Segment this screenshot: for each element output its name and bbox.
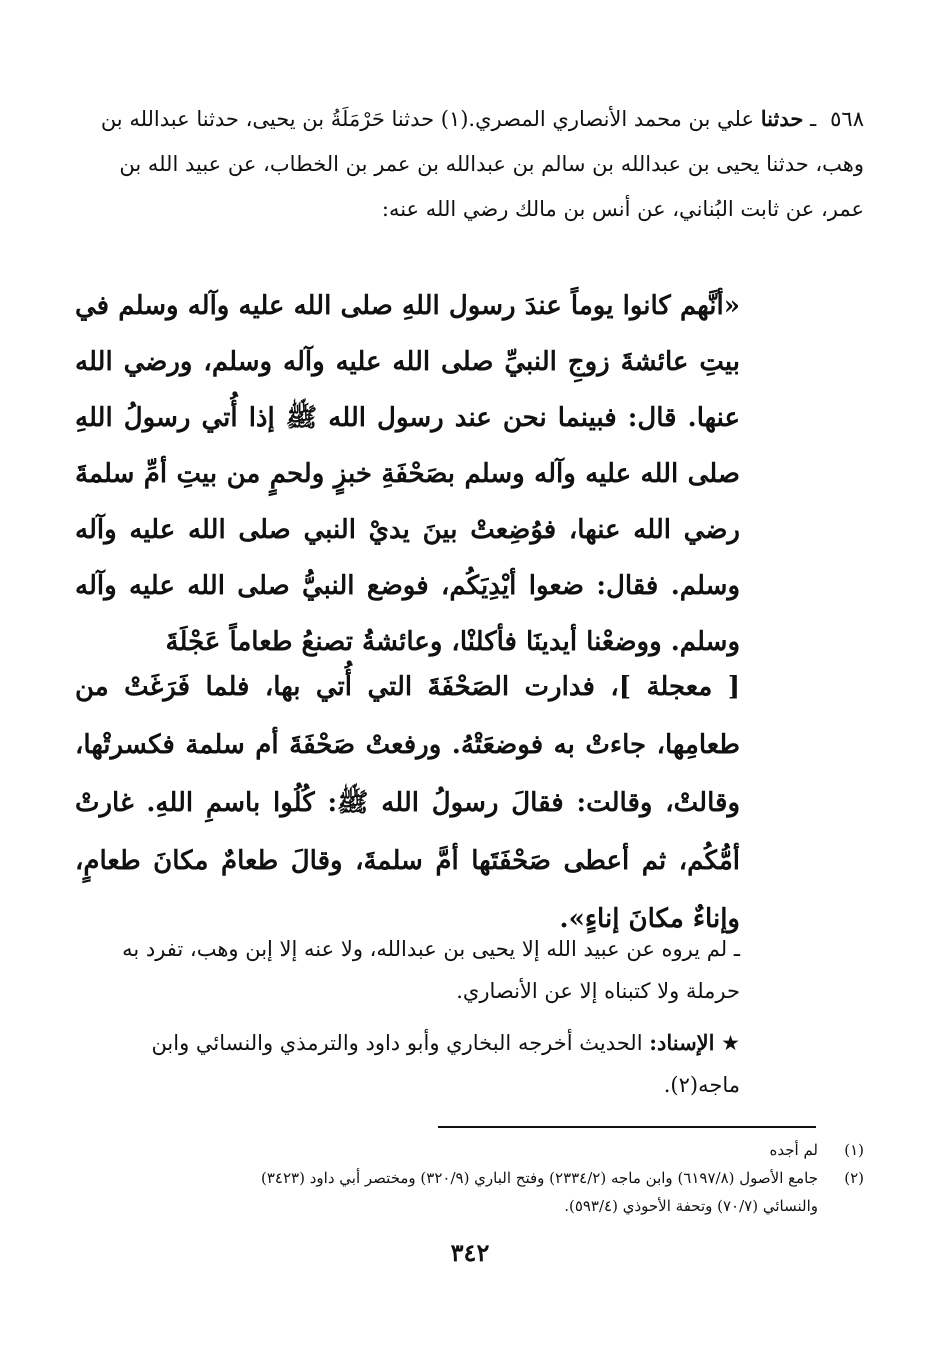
footnote-text: جامع الأصول (٦١٩٧/٨) وابن ماجه (٢٣٣٤/٢) وفتح الباري (٣٢٠/٩) ومختصر أبي داود (٣٤٢٣)	[261, 1169, 818, 1187]
footnotes	[74, 1136, 864, 1220]
narration-note: ـ لم يروه عن عبيد الله إلا يحيى بن عبدالله، ولا عنه إلا إبن وهب، تفرد به حرملة ولا كتبناه إلا عن الأنصاري.	[122, 937, 740, 1003]
matn-part-2: [ معجلة ]، فدارت الصَحْفَةَ التي أُتي بها، فلما فَرَغَتْ من طعامِها، جاءتْ به فوضعَتْهُ. ورفعتْ صَحْفَةَ أم سلمة فكسرتْها، وقالتْ، وقالت: فقالَ رسولُ الله ﷺ: كُلُوا باسمِ اللهِ. غارتْ أمُّكُم، ثم أعطى صَحْفَتَها أمَّ سلمةَ، وقالَ طعامٌ مكانَ طعامٍ، وإناءٌ مكانَ إناءٍ».	[75, 672, 740, 934]
hadith-dash: ـ	[803, 107, 817, 131]
isnad-label: الإسناد:	[649, 1030, 715, 1055]
hadith-chain-text: علي بن محمد الأنصاري المصري.(١) حدثنا حَرْمَلَةُ بن يحيى، حدثنا عبدالله بن وهب، حدثنا يحيى بن عبدالله بن سالم بن عبدالله بن عمر بن الخطاب، عن عبيد الله بن عمر، عن ثابت البُناني، عن أنس بن مالك رضي الله عنه:	[100, 107, 864, 221]
matn-part-1: «أنَّهم كانوا يوماً عندَ رسول اللهِ صلى الله عليه وآله وسلم في بيتِ عائشةَ زوجِ النبيِّ صلى الله عليه وآله وسلم، ورضي الله عنها. قال: فبينما نحن عند رسول الله ﷺ إذا أُتي رسولُ اللهِ صلى الله عليه وآله وسلم بصَحْفَةِ خبزٍ ولحمٍ من بيتِ أمِّ سلمةَ رضي الله عنها، فوُضِعتْ بينَ يديْ النبي صلى الله عليه وآله وسلم. فقال: ضعوا أيْدِيَكُم، فوضع النبيُّ صلى الله عليه وآله وسلم. ووضعْنا أيدينَا فأكلنْا، وعائشةُ تصنعُ طعاماً عَجْلَةَ	[75, 291, 740, 657]
page-number: ٣٤٢	[450, 1238, 490, 1267]
footnote-mark: (١)	[844, 1141, 864, 1159]
hadith-lead-word: حدثنا	[760, 106, 804, 131]
hadith-matn	[75, 278, 740, 670]
hadith-number: ٥٦٨	[830, 107, 864, 131]
star-icon: ★	[721, 1031, 740, 1055]
hadith-chain-paragraph	[74, 96, 864, 232]
hadith-matn-continued	[75, 658, 740, 948]
footnote-mark: (٢)	[844, 1169, 864, 1187]
isnad-section	[75, 1022, 740, 1106]
footnote-continuation: والنسائي (٧٠/٧) وتحفة الأحوذي (٥٩٣/٤).	[564, 1197, 818, 1215]
isnad-text: الحديث أخرجه البخاري وأبو داود والترمذي والنسائي وابن ماجه(٢).	[151, 1031, 740, 1097]
footnote-item	[74, 1136, 864, 1164]
footnote-divider	[438, 1126, 816, 1128]
footnote-text: لم أجده	[769, 1141, 818, 1159]
footnote-item	[74, 1164, 864, 1192]
